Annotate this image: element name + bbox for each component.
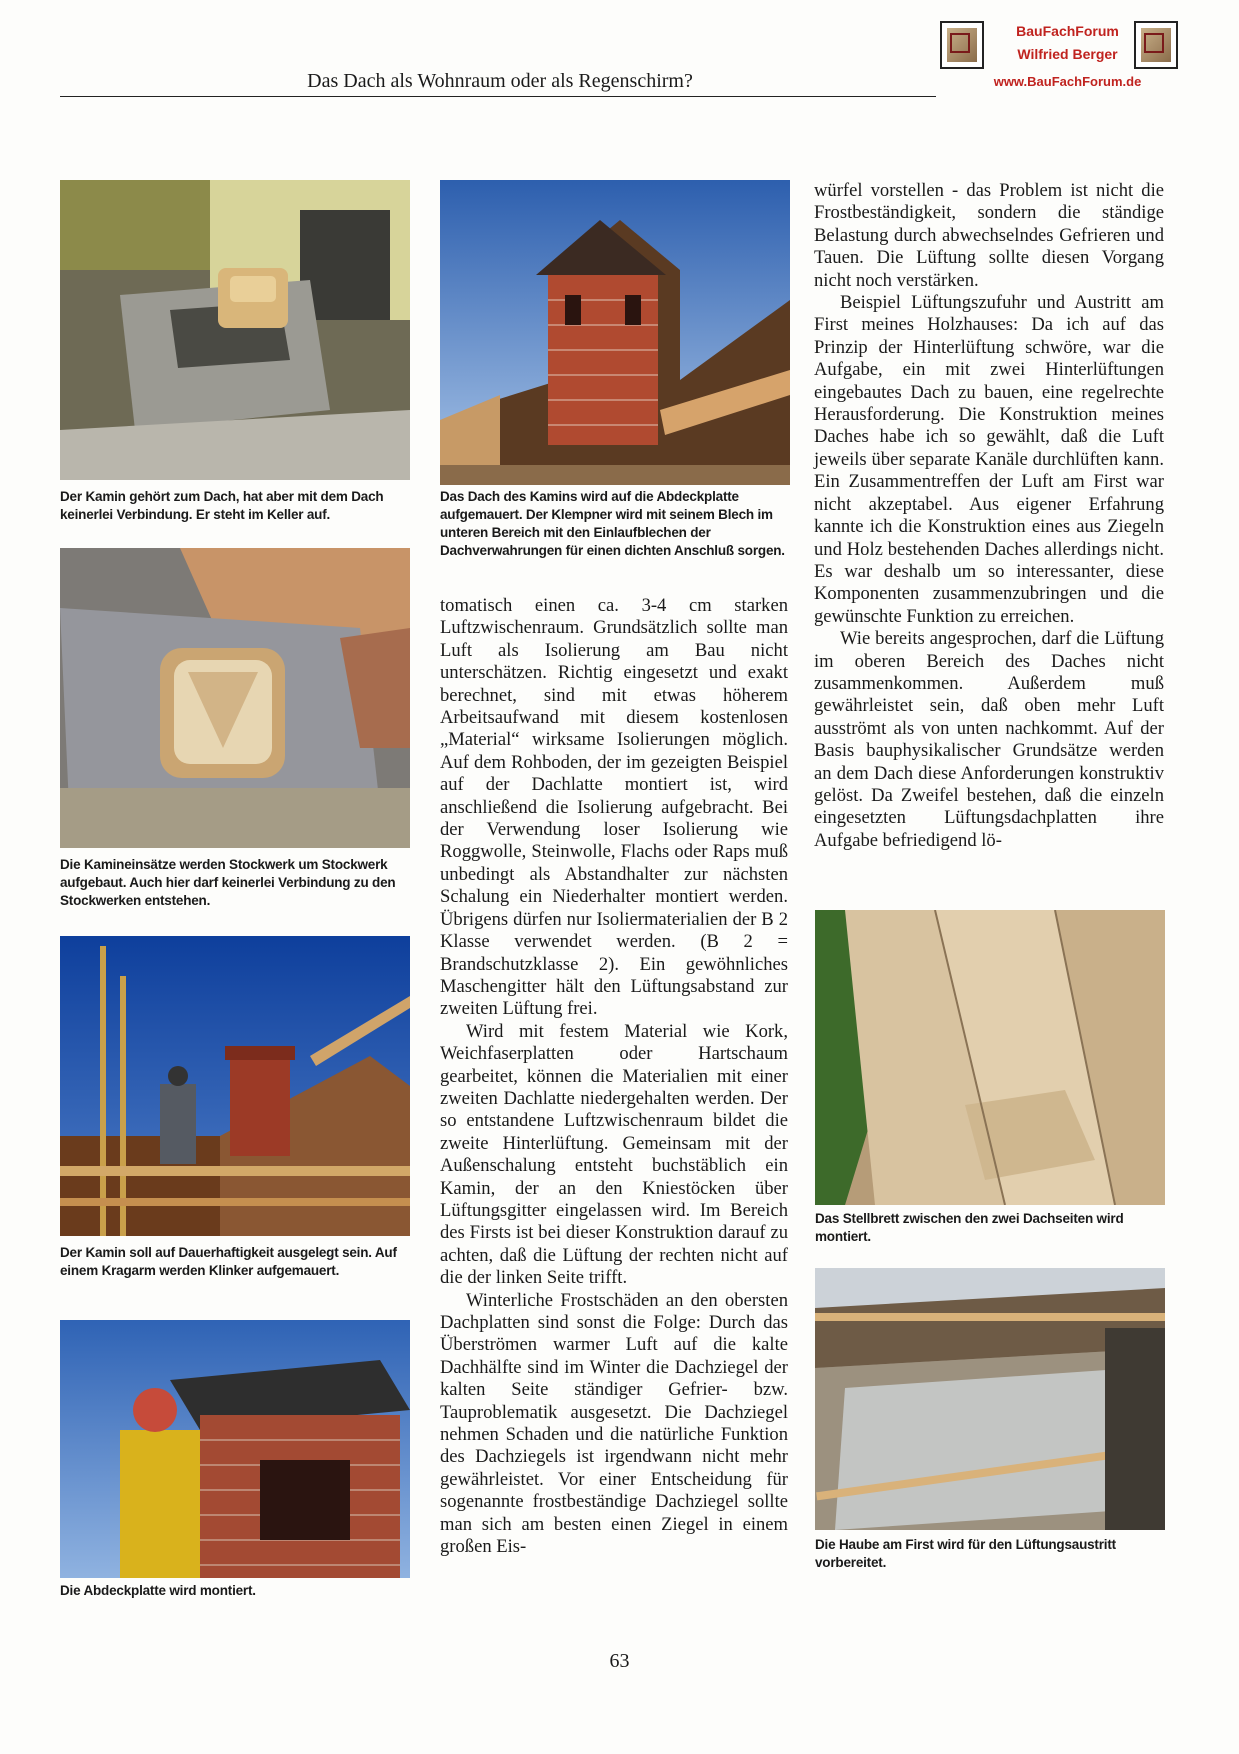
photo-cover-plate [60, 1320, 410, 1578]
photo-chimney-inserts [60, 548, 410, 848]
header-rule [60, 96, 936, 97]
photo-chimney-roof [440, 180, 790, 485]
photo-scaffold-chimney [60, 936, 410, 1236]
logo-name: BauFachForum [1016, 23, 1119, 39]
middle-paragraph-3: Winterliche Frostschäden an den obersten Dachplatten sind sonst die Folge: Durch das Überströmen warmer Luft auf die kalte Dachhälfte sind im Winter die Dachziegel der kalten Seite ständiger Gefrier- bzw. Tauproblematik ausgesetzt. Die Dachziegel nehmen Schaden und die natürliche Funktion des Dachziegels ist irgendwann nicht mehr gewährleistet. Vor einer Entscheidung für sogenannte frostbeständige Dachziegel sollte man sich am besten einen Ziegel in einem großen Eis- [440, 1289, 788, 1558]
caption-cover-plate: Die Abdeckplatte wird montiert. [60, 1583, 256, 1598]
caption-scaffold-chimney: Der Kamin soll auf Dauerhaftigkeit ausgelegt sein. Auf einem Kragarm werden Klinker aufgemauert. [60, 1245, 397, 1278]
logo-author: Wilfried Berger [1017, 46, 1118, 62]
caption-ridge-board: Das Stellbrett zwischen den zwei Dachseiten wird montiert. [815, 1211, 1124, 1244]
right-paragraph-3: Wie bereits angesprochen, darf die Lüftung im oberen Bereich des Daches nicht zusammenkommen. Außerdem muß gewährleistet sein, daß oben mehr Luft ausströmt als von unten nachkommt. Auf der Basis bauphysikalischer Grundsätze werden an dem Dach diese Anforderungen konstruktiv gelöst. Da Zweifel bestehen, daß die einzeln eingesetzten Lüftungsdachplatten ihre Aufgabe befriedigend lö- [814, 628, 1164, 851]
photo-ridge-board [815, 910, 1165, 1205]
page-number: 63 [609, 1650, 630, 1672]
right-paragraph-1: würfel vorstellen - das Problem ist nicht die Frostbeständigkeit, sondern die ständige Belastung durch abwechselndes Gefrieren und Tauen. Die Lüftung sollte diesen Vorgang nicht noch verstärken. [814, 180, 1164, 291]
middle-paragraph-2: Wird mit festem Material wie Kork, Weichfaserplatten oder Hartschaum gearbeitet, können die Materialien mit einer zweiten Dachlatte niedergehalten werden. Der so entstandene Luftzwischenraum bildet die zweite Hinterlüftung. Gemeinsam mit der Außenschalung entsteht buchstäblich ein Kamin, der an den Kniestöcken über Lüftungsgitter eingelassen wird. Im Bereich des Firsts ist bei dieser Konstruktion darauf zu achten, daß die Lüftung der rechten nicht auf die der linken Seite trifft. [440, 1020, 788, 1289]
running-header-title: Das Dach als Wohnraum oder als Regenschirm? [307, 70, 693, 92]
photo-ridge-hood [815, 1268, 1165, 1530]
caption-ridge-hood: Die Haube am First wird für den Lüftungsaustritt vorbereitet. [815, 1537, 1116, 1570]
logo-url[interactable]: www.BauFachForum.de [993, 74, 1142, 89]
caption-chimney-roof: Das Dach des Kamins wird auf die Abdeckplatte aufgemauert. Der Klempner wird mit seinem Blech im unteren Bereich mit den Einlaufblechen der Dachverwahrungen für einen dichten Anschluß sorgen. [440, 489, 785, 558]
middle-paragraph-1: tomatisch einen ca. 3-4 cm starken Luftzwischenraum. Grundsätzlich sollte man Luft als Isolierung am Bau nicht unterschätzen. Richtig eingesetzt und exakt berechnet, sind mit etwas höherem Arbeitsaufwand mit diesem kostenlosen „Material“ wirksame Isolierungen möglich. Auf dem Rohboden, der im gezeigten Beispiel auf der Dachlatte montiert ist, wird anschließend die Isolierung aufgebracht. Bei der Verwendung loser Isolierung wie Roggwolle, Steinwolle, Flachs oder Raps muß unbedingt als Abstandhalter zur nächsten Schalung ein Niederhalter montiert werden. Übrigens dürfen nur Isoliermaterialien der B 2 Klasse verwendet werden. (B 2 = Brandschutzklasse 2). Ein gewöhnliches Maschengitter hält den Lüftungsabstand zur zweiten Lüftung frei. [440, 595, 788, 1020]
caption-chimney-base: Der Kamin gehört zum Dach, hat aber mit dem Dach keinerlei Verbindung. Er steht im Keller auf. [60, 489, 384, 522]
photo-chimney-base [60, 180, 410, 480]
caption-chimney-inserts: Die Kamineinsätze werden Stockwerk um Stockwerk aufgebaut. Auch hier darf keinerlei Verbindung zu den Stockwerken entstehen. [60, 857, 396, 908]
baufachforum-logo[interactable] [940, 18, 1195, 96]
right-paragraph-2: Beispiel Lüftungszufuhr und Austritt am First meines Holzhauses: Da ich auf das Prinzip der Hinterlüftung schwöre, war die Aufgabe, ein mit zwei Hinterlüftungen eingebautes Dach zu bauen, eine regelrechte Herausforderung. Die Konstruktion meines Daches habe ich so gewählt, daß die Luft jeweils über separate Kanäle durchlüften kann. Ein Zusammentreffen der Luft am First war nicht akzeptabel. Aus eigener Erfahrung kannte ich die Konstruktion eines aus Ziegeln und Holz bestehenden Daches allerdings nicht. Es war deshalb um so interessanter, diese Komponenten zusammenzubringen und die gewünschte Funktion zu erreichen. [814, 292, 1164, 627]
middle-text-column [440, 595, 788, 1558]
right-text-column [814, 180, 1164, 852]
